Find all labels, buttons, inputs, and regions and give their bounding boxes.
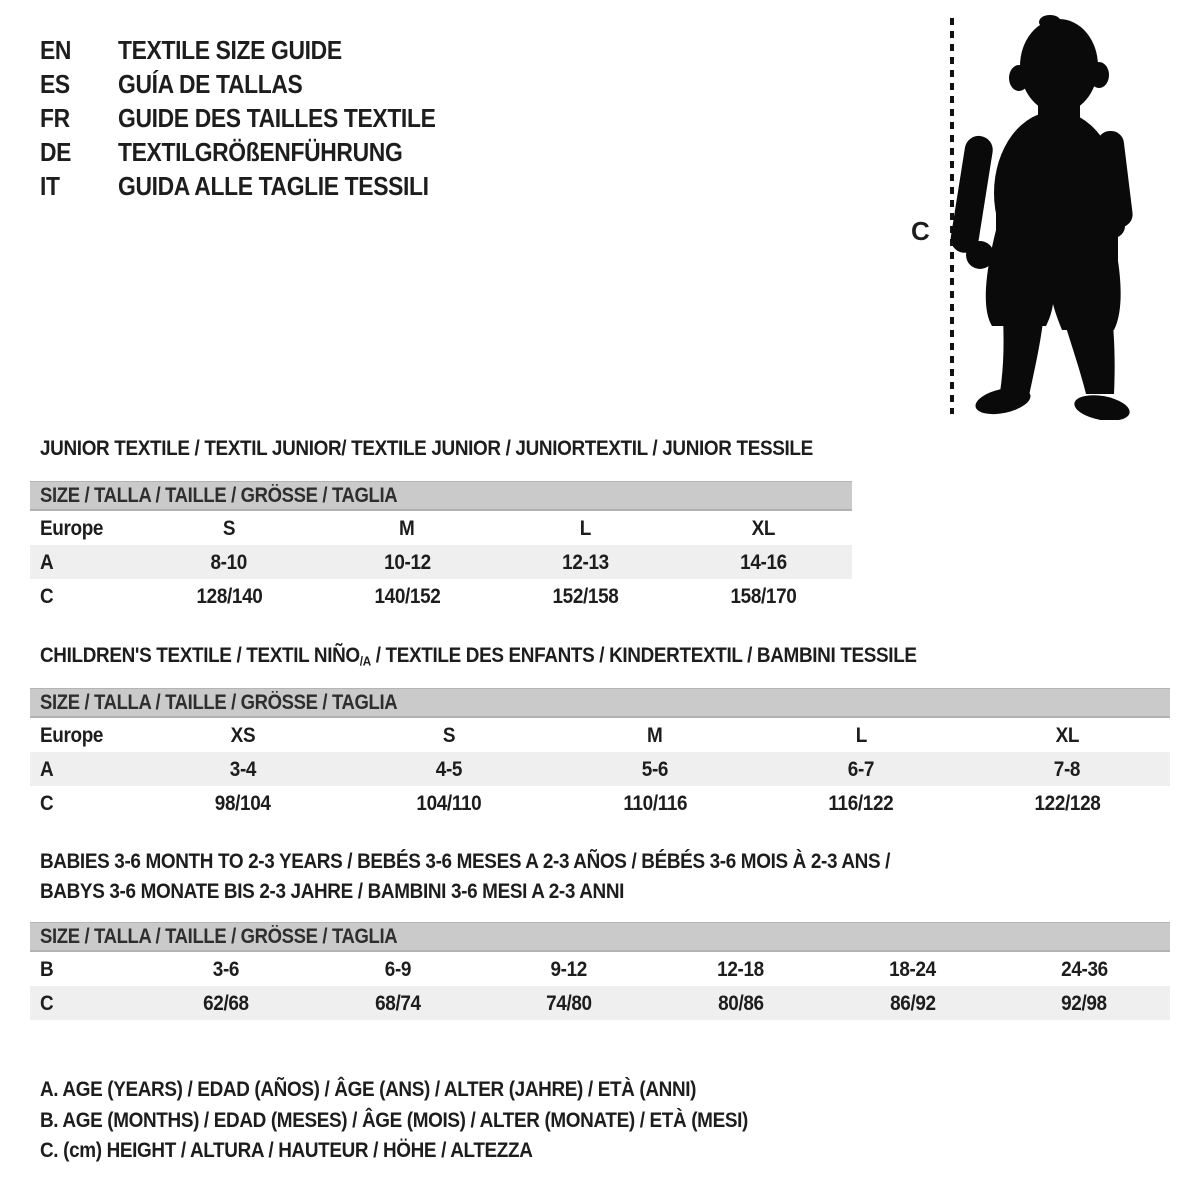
row-label: C bbox=[40, 583, 54, 608]
table-row-age bbox=[30, 752, 1170, 786]
junior-size-table bbox=[30, 481, 852, 613]
junior-columns-row bbox=[30, 511, 852, 545]
data-cell: 7-8 bbox=[1053, 756, 1081, 781]
column-header-size: XL bbox=[1055, 722, 1079, 747]
junior-section-title: JUNIOR TEXTILE / TEXTIL JUNIOR/ TEXTILE JUNIOR / JUNIORTEXTIL / JUNIOR TESSILE bbox=[40, 436, 813, 460]
data-cell: 122/128 bbox=[1034, 790, 1100, 815]
row-label: A bbox=[40, 549, 54, 574]
babies-size-table bbox=[30, 922, 1170, 1020]
data-cell: 74/80 bbox=[546, 990, 592, 1015]
data-cell: 98/104 bbox=[215, 790, 271, 815]
data-cell: 5-6 bbox=[641, 756, 669, 781]
table-row-height bbox=[30, 786, 1170, 820]
table-row-height bbox=[30, 986, 1170, 1020]
data-cell: 86/92 bbox=[889, 990, 936, 1015]
language-row-it bbox=[40, 169, 479, 203]
column-header-size: M bbox=[399, 515, 415, 540]
column-header-size: S bbox=[442, 722, 456, 747]
data-cell: 6-9 bbox=[384, 956, 411, 981]
legend-line-age-years: A. AGE (YEARS) / EDAD (AÑOS) / ÂGE (ANS) / ALTER (JAHRE) / ETÀ (ANNI) bbox=[40, 1077, 697, 1101]
language-title: TEXTILGRÖßENFÜHRUNG bbox=[118, 136, 403, 167]
language-code: IT bbox=[40, 170, 60, 201]
column-header-region: Europe bbox=[40, 515, 104, 540]
row-label: A bbox=[40, 756, 54, 781]
data-cell: 110/116 bbox=[623, 790, 687, 815]
toddler-silhouette bbox=[900, 8, 1200, 420]
data-cell: 12-18 bbox=[717, 956, 765, 981]
data-cell: 14-16 bbox=[739, 549, 787, 574]
data-cell: 6-7 bbox=[847, 756, 875, 781]
nino-a-subscript: /A bbox=[359, 653, 371, 669]
size-header-bar: SIZE / TALLA / TAILLE / GRÖSSE / TAGLIA bbox=[30, 688, 1170, 718]
data-cell: 8-10 bbox=[210, 549, 248, 574]
legend-line-age-months: B. AGE (MONTHS) / EDAD (MESES) / ÂGE (MOIS) / ALTER (MONATE) / ETÀ (MESI) bbox=[40, 1107, 748, 1132]
language-row-en bbox=[40, 33, 479, 67]
row-label: C bbox=[40, 790, 54, 815]
legend-line-height: C. (cm) HEIGHT / ALTURA / HAUTEUR / HÖHE / ALTEZZA bbox=[40, 1138, 533, 1162]
data-cell: 3-4 bbox=[229, 756, 257, 781]
language-title: TEXTILE SIZE GUIDE bbox=[118, 34, 342, 65]
column-header-size: M bbox=[647, 722, 663, 747]
data-cell: 92/98 bbox=[1061, 990, 1107, 1015]
data-cell: 80/86 bbox=[718, 990, 764, 1015]
row-label: B bbox=[40, 956, 54, 981]
table-row-height bbox=[30, 579, 852, 613]
language-row-es bbox=[40, 67, 479, 101]
language-code: ES bbox=[40, 68, 70, 99]
data-cell: 68/74 bbox=[374, 990, 421, 1015]
table-row-months bbox=[30, 952, 1170, 986]
column-header-size: L bbox=[855, 722, 867, 747]
language-title: GUIDA ALLE TAGLIE TESSILI bbox=[118, 170, 429, 201]
data-cell: 10-12 bbox=[383, 549, 431, 574]
data-cell: 4-5 bbox=[435, 756, 463, 781]
language-row-de bbox=[40, 135, 479, 169]
data-cell: 116/122 bbox=[828, 790, 894, 815]
data-cell: 104/110 bbox=[416, 790, 482, 815]
data-cell: 24-36 bbox=[1060, 956, 1108, 981]
babies-title-line2: BABYS 3-6 MONATE BIS 2-3 JAHRE / BAMBINI 3-6 MESI A 2-3 ANNI bbox=[40, 879, 625, 903]
column-header-size: XS bbox=[230, 722, 256, 747]
language-title: GUÍA DE TALLAS bbox=[118, 68, 303, 99]
data-cell: 140/152 bbox=[374, 583, 440, 608]
toddler-body bbox=[949, 15, 1134, 420]
size-header-bar: SIZE / TALLA / TAILLE / GRÖSSE / TAGLIA bbox=[30, 481, 852, 511]
column-header-region: Europe bbox=[40, 722, 104, 747]
language-code: EN bbox=[40, 34, 72, 65]
children-section-title: CHILDREN'S TEXTILE / TEXTIL NIÑO/A / TEXTILE DES ENFANTS / KINDERTEXTIL / BAMBINI TESSILE bbox=[40, 643, 917, 669]
data-cell: 3-6 bbox=[212, 956, 239, 981]
data-cell: 18-24 bbox=[889, 956, 936, 981]
column-header-size: L bbox=[579, 515, 591, 540]
size-header-bar: SIZE / TALLA / TAILLE / GRÖSSE / TAGLIA bbox=[30, 922, 1170, 952]
column-header-size: S bbox=[222, 515, 236, 540]
legend bbox=[40, 1074, 845, 1166]
language-title: GUIDE DES TAILLES TEXTILE bbox=[118, 102, 436, 133]
babies-title-line1: BABIES 3-6 MONTH TO 2-3 YEARS / BEBÉS 3-6 MESES A 2-3 AÑOS / BÉBÉS 3-6 MOIS À 2-3 ANS / bbox=[40, 849, 891, 873]
data-cell: 158/170 bbox=[730, 583, 796, 608]
table-row-age bbox=[30, 545, 852, 579]
language-header bbox=[40, 33, 479, 203]
data-cell: 9-12 bbox=[550, 956, 588, 981]
data-cell: 152/158 bbox=[552, 583, 618, 608]
language-code: FR bbox=[40, 102, 70, 133]
language-row-fr bbox=[40, 101, 479, 135]
data-cell: 12-13 bbox=[561, 549, 609, 574]
language-code: DE bbox=[40, 136, 72, 167]
babies-section-title bbox=[40, 846, 1006, 906]
children-columns-row bbox=[30, 718, 1170, 752]
column-header-size: XL bbox=[751, 515, 775, 540]
row-label: C bbox=[40, 990, 54, 1015]
children-size-table bbox=[30, 688, 1170, 820]
height-label-c: C bbox=[911, 216, 930, 246]
data-cell: 62/68 bbox=[203, 990, 249, 1015]
data-cell: 128/140 bbox=[196, 583, 262, 608]
